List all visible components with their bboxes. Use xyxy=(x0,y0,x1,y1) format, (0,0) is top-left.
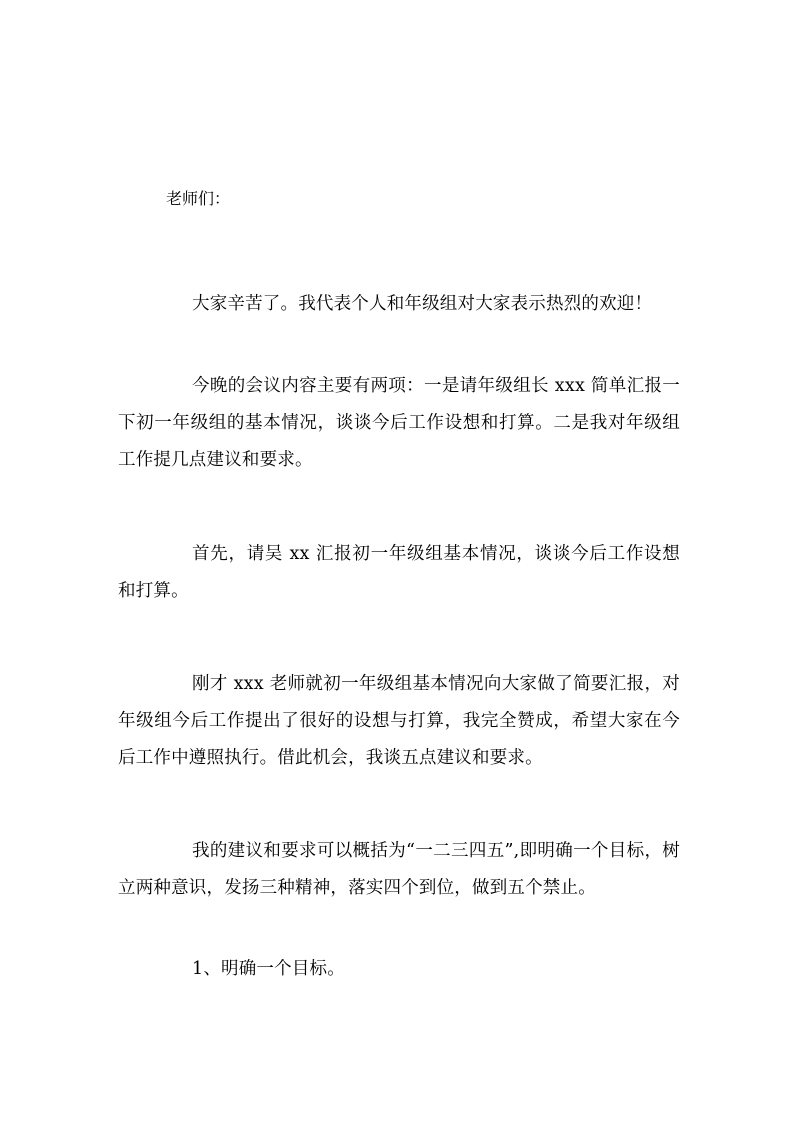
paragraph-summary: 我的建议和要求可以概括为“一二三四五”,即明确一个目标，树立两种意识，发扬三种精神，落实四个到位，做到五个禁止。 xyxy=(118,840,680,898)
paragraph-first-report: 首先，请吴 xx 汇报初一年级组基本情况，谈谈今后工作设想和打算。 xyxy=(118,543,680,601)
salutation: 老师们： xyxy=(166,189,231,208)
paragraph-response: 刚才 xxx 老师就初一年级组基本情况向大家做了简要汇报，对年级组今后工作提出了很好的设想与打算，我完全赞成，希望大家在今后工作中遵照执行。借此机会，我谈五点建议和要求。 xyxy=(118,673,680,768)
paragraph-point-1: 1、明确一个目标。 xyxy=(192,958,345,979)
paragraph-welcome: 大家辛苦了。我代表个人和年级组对大家表示热烈的欢迎！ xyxy=(192,293,653,314)
paragraph-agenda: 今晚的会议内容主要有两项：一是请年级组长 xxx 简单汇报一下初一年级组的基本情况，谈谈今后工作设想和打算。二是我对年级组工作提几点建议和要求。 xyxy=(118,375,680,470)
